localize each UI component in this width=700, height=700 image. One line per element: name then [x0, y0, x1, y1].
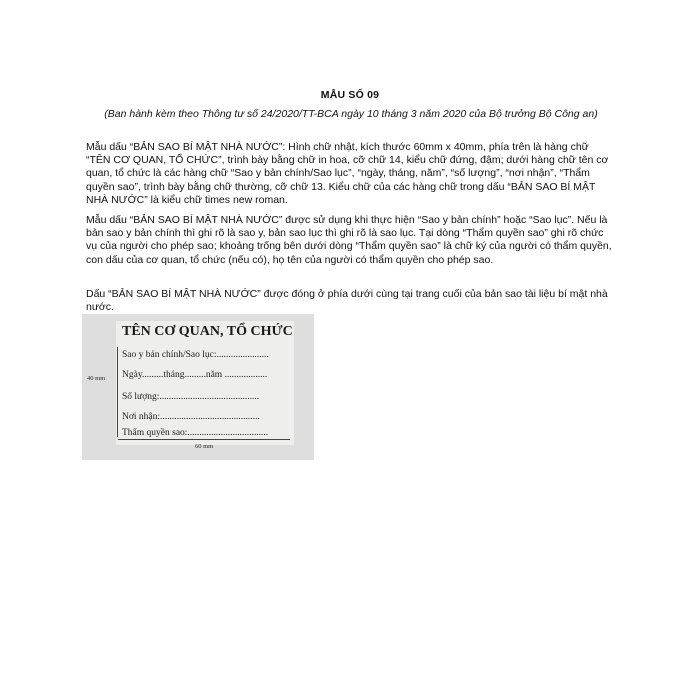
document-title: MẪU SỐ 09	[320, 89, 380, 101]
height-dimension-line	[117, 347, 118, 437]
stamp-title: TÊN CƠ QUAN, TỔ CHỨC	[122, 324, 293, 339]
paragraph-stamp-usage: Mẫu dấu “BẢN SAO BÍ MẬT NHÀ NƯỚC” được sử dụng khi thực hiện “Sao y bản chính” hoặc “Sao lục”. Nếu là bản sao y bản chính thì ghi rõ là sao y, bản sao lục thì ghi rõ là sao lục. Tại dòng “Thẩm quyền sao” ghi rõ chức vụ của người cho phép sao; khoảng trống bên dưới dòng “Thẩm quyền sao” là chữ ký của người có thẩm quyền, con dấu của cơ quan, tổ chức (nếu có), họ tên của người có thẩm quyền cho phép sao.	[86, 214, 612, 266]
stamp-width-label: 60 mm	[195, 443, 214, 450]
stamp-line-date: Ngày.........tháng.........năm ..................	[122, 370, 268, 380]
stamp-line-authority: Thẩm quyền sao:..................................	[122, 428, 269, 438]
stamp-line-recipient: Nơi nhận:..........................................	[122, 412, 260, 422]
stamp-line-copy-type: Sao y bản chính/Sao lục:......................	[122, 350, 269, 360]
stamp-height-label: 40 mm	[87, 375, 106, 382]
stamp-line-quantity: Số lượng:..........................................	[122, 392, 260, 402]
paragraph-stamp-description: Mẫu dấu “BẢN SAO BÍ MẬT NHÀ NƯỚC”: Hình chữ nhật, kích thước 60mm x 40mm, phía trên là hàng chữ “TÊN CƠ QUAN, TỔ CHỨC”, trình bày bằng chữ in hoa, cỡ chữ 14, kiểu chữ đứng, đậm; dưới hàng chữ tên cơ quan, tổ chức là các hàng chữ “Sao y bản chính/Sao lục”, “ngày, tháng, năm”, “số lượng”, “nơi nhận”, “Thẩm quyền sao”, trình bày bằng chữ thường, cỡ chữ 13. Kiểu chữ của các hàng chữ trong dấu “BẢN SAO BÍ MẬT NHÀ NƯỚC” là kiểu chữ times new roman.	[86, 141, 609, 206]
paragraph-stamp-placement: Dấu “BẢN SAO BÍ MẬT NHÀ NƯỚC” được đóng ở phía dưới cùng tại trang cuối của bản sao tài liệu bí mật nhà nước.	[86, 288, 608, 314]
stamp-sample-image	[82, 314, 314, 460]
width-dimension-line	[118, 439, 290, 440]
document-subtitle: (Ban hành kèm theo Thông tư số 24/2020/TT-BCA ngày 10 tháng 3 năm 2020 của Bộ trưởng Bộ Công an)	[104, 108, 598, 120]
